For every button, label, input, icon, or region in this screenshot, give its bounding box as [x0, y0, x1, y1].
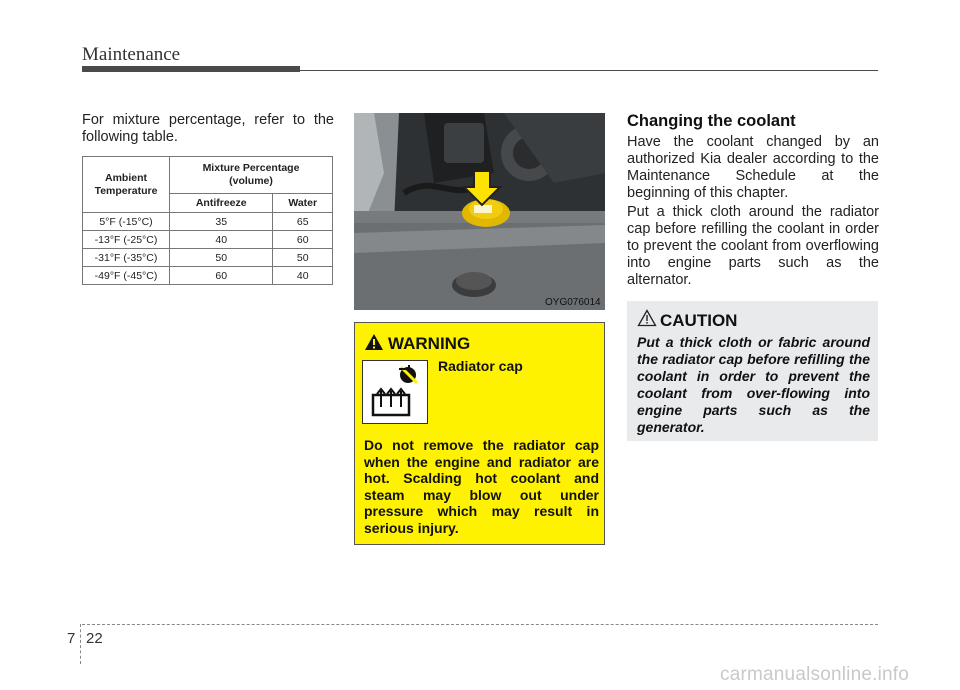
table-row: [83, 249, 333, 267]
caution-title: CAUTION: [660, 311, 738, 330]
warning-text: Do not remove the radiator cap when the engine and radiator are hot. Scalding hot coolant and steam may blow out under pressure which may result in serious injury.: [364, 437, 599, 536]
section-heading: Changing the coolant: [627, 112, 796, 130]
table-cell-antifreeze: 50: [170, 249, 273, 267]
table-cell-antifreeze: 60: [170, 267, 273, 285]
photo-code: OYG076014: [545, 297, 601, 308]
footer-divider: [80, 624, 81, 664]
table-cell-water: 50: [273, 249, 333, 267]
header-bar: [82, 66, 300, 72]
table-cell-temp: 5°F (-15°C): [83, 213, 170, 231]
table-row: [83, 213, 333, 231]
page-number: 22: [86, 630, 103, 647]
table-cell-temp: -31°F (-35°C): [83, 249, 170, 267]
table-cell-water: 60: [273, 231, 333, 249]
mixture-table: [82, 156, 333, 285]
warning-title: WARNING: [388, 334, 471, 353]
caution-text: Put a thick cloth or fabric around the radiator cap before refilling the coolant in order to prevent the coolant from over-flowing into engine parts such as the generator.: [637, 334, 870, 435]
table-cell-antifreeze: 35: [170, 213, 273, 231]
table-header-mixture: Mixture Percentage (volume): [170, 157, 333, 194]
hot-radiator-icon: [362, 360, 428, 424]
watermark: carmanualsonline.info: [720, 664, 910, 685]
table-header-water: Water: [273, 194, 333, 213]
warning-triangle-icon: [364, 333, 384, 356]
table-row: [83, 231, 333, 249]
table-header-antifreeze: Antifreeze: [170, 194, 273, 213]
table-cell-antifreeze: 40: [170, 231, 273, 249]
intro-paragraph: For mixture percentage, refer to the following table.: [82, 112, 334, 145]
table-cell-temp: -13°F (-25°C): [83, 231, 170, 249]
table-cell-temp: -49°F (-45°C): [83, 267, 170, 285]
table-cell-water: 65: [273, 213, 333, 231]
chapter-number: 7: [67, 630, 76, 647]
table-cell-water: 40: [273, 267, 333, 285]
table-row: [83, 267, 333, 285]
header-rule: [300, 70, 878, 71]
section-title: Maintenance: [82, 44, 181, 65]
caution-triangle-icon: [637, 309, 657, 332]
table-header-ambient: Ambient Temperature: [83, 157, 170, 213]
footer-rule: [82, 624, 878, 625]
engine-bay-photo: [354, 113, 605, 310]
warning-subtitle: Radiator cap: [438, 358, 523, 374]
paragraph: Put a thick cloth around the radiator cap before refilling the coolant in order to prevent the coolant from overflowing into engine parts such as the alternator.: [627, 204, 879, 288]
paragraph: Have the coolant changed by an authorized Kia dealer according to the Maintenance Schedule at the beginning of this chapter.: [627, 134, 879, 201]
